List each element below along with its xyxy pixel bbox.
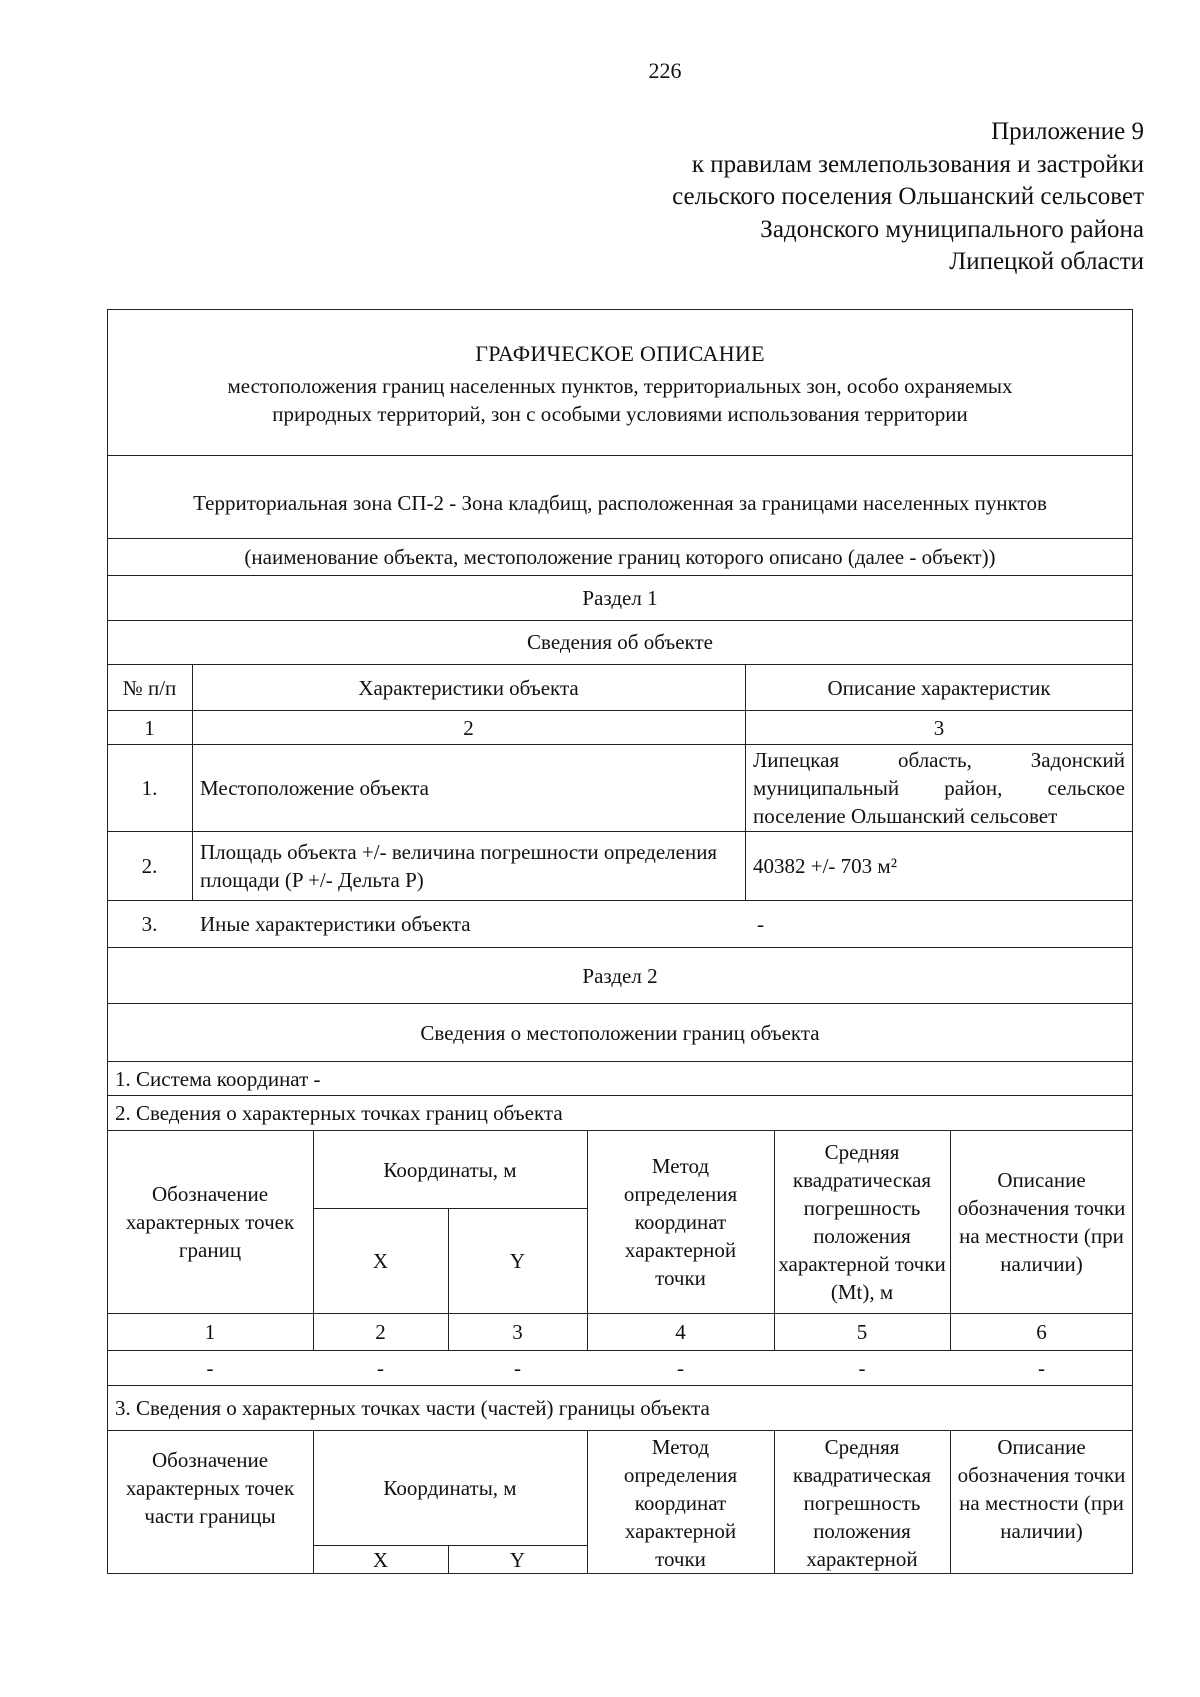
- section2-title: Раздел 2: [582, 963, 658, 988]
- appendix-line: сельского поселения Ольшанский сельсовет: [672, 183, 1144, 210]
- column-header-characteristics: Характеристики объекта: [358, 675, 579, 700]
- points-section-title: 2. Сведения о характерных точках границ объекта: [115, 1101, 563, 1125]
- points-col-y: Y: [509, 1249, 526, 1273]
- parts-col-coordinates: Координаты, м: [383, 1476, 517, 1500]
- column-number: 3: [512, 1320, 523, 1344]
- coordinate-system: 1. Система координат -: [115, 1066, 321, 1091]
- row-divider: [107, 538, 1133, 539]
- document-subtitle-line1: местоположения границ населенных пунктов, территориальных зон, особо охраняемых: [227, 374, 1013, 398]
- parts-col-x: X: [372, 1548, 389, 1572]
- parts-col-designation: Обозначение характерных точек части границы: [125, 1448, 295, 1528]
- document-subtitle-line2: природных территорий, зон с особыми условиями использования территории: [272, 402, 968, 426]
- column-number: 2: [463, 715, 474, 740]
- points-col-coordinates: Координаты, м: [383, 1157, 517, 1182]
- parts-col-description: Описание обозначения точки на местности (при наличии): [957, 1435, 1126, 1543]
- column-number: 4: [675, 1320, 686, 1344]
- parts-col-y: Y: [509, 1548, 526, 1572]
- appendix-line: Задонского муниципального района: [760, 215, 1144, 243]
- appendix-header: [672, 116, 1144, 279]
- column-header-description: Описание характеристик: [827, 675, 1051, 700]
- section1-title: Раздел 1: [582, 586, 658, 610]
- row-number: 2.: [141, 854, 158, 878]
- characteristic-name: Местоположение объекта: [200, 776, 430, 800]
- parts-col-error: Средняя квадратическая погрешность положения характерной: [792, 1435, 932, 1571]
- points-col-error: Средняя квадратическая погрешность положения характерной точки (Mt), м: [778, 1140, 946, 1304]
- row-number: 1.: [141, 776, 158, 800]
- appendix-line: Приложение 9: [991, 118, 1144, 145]
- appendix-line: Липецкой области: [949, 248, 1144, 275]
- row-number: 3.: [141, 912, 158, 936]
- parts-col-method: Метод определения координат характерной точки: [623, 1435, 738, 1571]
- section1-subtitle: Сведения об объекте: [527, 630, 713, 654]
- column-number: 3: [933, 715, 945, 740]
- object-name-caption: (наименование объекта, местоположение границ которого описано (далее - объект)): [244, 545, 996, 569]
- section2-subtitle: Сведения о местоположении границ объекта: [420, 1020, 820, 1045]
- table-cell: -: [1038, 1356, 1045, 1380]
- points-col-x: X: [372, 1249, 389, 1273]
- appendix-line: к правилам землепользования и застройки: [691, 150, 1144, 178]
- page-number: 226: [648, 58, 682, 83]
- points-col-method: Метод определения координат характерной точки: [623, 1154, 738, 1290]
- points-col-designation: Обозначение характерных точек границ: [125, 1182, 295, 1262]
- document-title: ГРАФИЧЕСКОЕ ОПИСАНИЕ: [475, 341, 765, 366]
- parts-section-title: 3. Сведения о характерных точках части (частей) границы объекта: [115, 1396, 710, 1420]
- row-divider: [107, 575, 1133, 576]
- points-col-description: Описание обозначения точки на местности (при наличии): [957, 1168, 1126, 1276]
- table-cell: -: [377, 1356, 384, 1380]
- row-divider: [107, 455, 1133, 456]
- characteristic-value: Липецкая область, Задонский муниципальный район, сельское поселение Ольшанский сельсовет: [753, 748, 1125, 828]
- column-number: 2: [375, 1320, 386, 1344]
- object-name: Территориальная зона СП-2 - Зона кладбищ, расположенная за границами населенных пунктов: [193, 491, 1047, 515]
- characteristic-value: -: [757, 912, 764, 936]
- characteristic-name: Площадь объекта +/- величина погрешности определения площади (P +/- Дельта P): [200, 840, 718, 892]
- table-cell: -: [677, 1356, 684, 1380]
- table-cell: -: [514, 1356, 521, 1380]
- table-cell: -: [858, 1356, 866, 1380]
- column-number: 1: [204, 1320, 216, 1344]
- characteristic-value: 40382 +/- 703 м²: [753, 854, 898, 878]
- column-number: 6: [1036, 1320, 1047, 1344]
- column-header-number: № п/п: [122, 675, 177, 700]
- column-number: 1: [144, 715, 155, 740]
- table-cell: -: [206, 1356, 214, 1380]
- characteristic-name: Иные характеристики объекта: [200, 912, 471, 936]
- column-number: 5: [856, 1320, 868, 1344]
